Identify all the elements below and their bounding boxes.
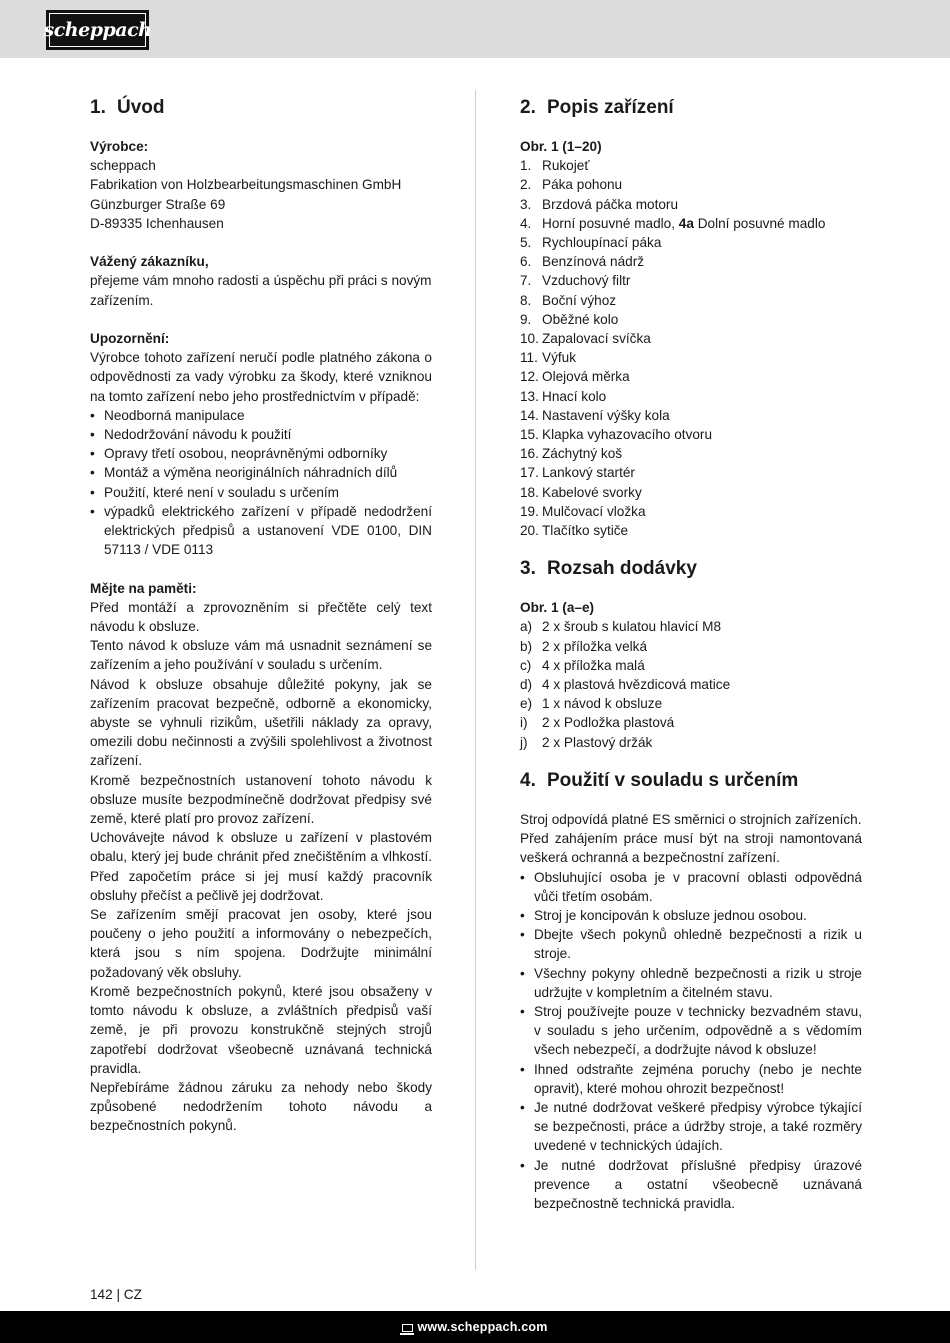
footer-bar bbox=[0, 1311, 950, 1343]
paragraph: Před zahájením práce musí být na stroji namontovaná veškerá ochranná a bezpečnostní zařízení. bbox=[520, 831, 862, 866]
section-1-title: Úvod bbox=[117, 97, 165, 118]
list-item: 9. Oběžné kolo bbox=[520, 311, 619, 327]
list-item: • Stroj používejte pouze v technicky bezvadném stavu, v souladu s jeho určením, odpovědně a s vědomím všech nebezpečí, a dodržujte návod k obsluze! bbox=[520, 1002, 862, 1060]
right-column bbox=[520, 96, 862, 1213]
figure-label: Obr. 1 (1–20) bbox=[520, 139, 602, 154]
header-bar bbox=[0, 0, 950, 58]
list-item: 18. Kabelové svorky bbox=[520, 484, 642, 500]
section-3-heading bbox=[520, 557, 862, 581]
paragraph: Tento návod k obsluze vám má usnadnit seznámení se zařízením a jeho používání v souladu s určením. bbox=[90, 638, 432, 673]
list-item: 2. Páka pohonu bbox=[520, 177, 623, 193]
customer-text: přejeme vám mnoho radosti a úspěchu při práci s novým zařízením. bbox=[90, 273, 432, 308]
paragraph: Návod k obsluze obsahuje důležité pokyny, jak se zařízením pracovat bezpečně, odborně a ekonomicky, abyste se vyhnuli rizikům, ušetřili náklady za opravy, omezili dobu nečinnosti a zvýšili spolehlivost a životnost zařízení. bbox=[90, 676, 432, 769]
manufacturer-line: Fabrikation von Holzbearbeitungsmaschinen GmbH bbox=[90, 177, 402, 193]
section-2-number: 2. bbox=[520, 97, 536, 118]
list-item: • Opravy třetí osobou, neoprávněnými odborníky bbox=[90, 444, 432, 463]
scheppach-logo bbox=[43, 10, 152, 50]
section-3-number: 3. bbox=[520, 558, 536, 580]
list-item: 11. Výfuk bbox=[520, 350, 576, 366]
left-column bbox=[90, 96, 432, 1136]
manufacturer-line: D-89335 Ichenhausen bbox=[90, 215, 224, 231]
logo-text: scheppach bbox=[43, 19, 152, 41]
manufacturer-line: scheppach bbox=[90, 158, 156, 174]
computer-icon bbox=[402, 1324, 413, 1332]
page-number: 142 | CZ bbox=[90, 1287, 142, 1302]
customer-label: Vážený zákazníku, bbox=[90, 254, 209, 270]
list-item: 4. Horní posuvné madlo, 4a Dolní posuvné madlo bbox=[520, 215, 826, 231]
list-item: • Obsluhující osoba je v pracovní oblasti odpovědná vůči třetím osobám. bbox=[520, 868, 862, 906]
list-item: c) 4 x příložka malá bbox=[520, 657, 645, 673]
website-text: www.scheppach.com bbox=[417, 1320, 548, 1334]
list-item: 14. Nastavení výšky kola bbox=[520, 407, 670, 423]
list-item: • Dbejte všech pokynů ohledně bezpečnosti a rizik u stroje. bbox=[520, 925, 862, 963]
paragraph: Se zařízením smějí pracovat jen osoby, které jsou poučeny o jeho použití a informovány o nebezpečích, která jsou s ním spojena. Dodržujte minimální požadovaný věk obsluhy. bbox=[90, 907, 432, 980]
list-item: • Neodborná manipulace bbox=[90, 406, 432, 425]
section-1-heading bbox=[90, 96, 432, 120]
paragraph: Kromě bezpečnostních ustanovení tohoto návodu k obsluze musíte bezpodmínečně dodržovat předpisy své země, které platí pro provoz zařízení. bbox=[90, 772, 432, 827]
column-divider bbox=[475, 90, 476, 1270]
list-item: 8. Boční výhoz bbox=[520, 292, 617, 308]
list-item: 12. Olejová měrka bbox=[520, 369, 630, 385]
list-item: • Všechny pokyny ohledně bezpečnosti a rizik u stroje udržujte v kompletním a čitelném stavu. bbox=[520, 964, 862, 1002]
list-item: e) 1 x návod k obsluze bbox=[520, 696, 663, 712]
list-item: 1. Rukojeť bbox=[520, 158, 590, 174]
paragraph: Nepřebíráme žádnou záruku za nehody nebo škody způsobené nedodržením tohoto návodu a bezpečnostních pokynů. bbox=[90, 1079, 432, 1134]
paragraph: Stroj odpovídá platné ES směrnici o strojních zařízeních. bbox=[520, 811, 862, 827]
manufacturer-line: Günzburger Straße 69 bbox=[90, 196, 226, 212]
section-2-title: Popis zařízení bbox=[547, 97, 674, 118]
list-item: j) 2 x Plastový držák bbox=[520, 734, 653, 750]
list-item: • Ihned odstraňte zejména poruchy (nebo je nechte opravit), které mohou ohrozit bezpečnost! bbox=[520, 1060, 862, 1098]
paragraph: Před montáží a zprovozněním si přečtěte celý text návodu k obsluze. bbox=[90, 599, 432, 635]
section-2-heading bbox=[520, 96, 862, 120]
list-item: 20. Tlačítko sytiče bbox=[520, 523, 629, 539]
list-item: 16. Záchytný koš bbox=[520, 446, 623, 462]
paragraph: Uchovávejte návod k obsluze u zařízení v plastovém obalu, který jej bude chránit před znečištěním a vlhkostí. Před započetím práce si jej musí každý pracovník obsluhy přečíst a pečlivě jej dodržovat. bbox=[90, 830, 432, 903]
section-4-number: 4. bbox=[520, 769, 536, 791]
list-item: • Použití, které není v souladu s určením bbox=[90, 483, 432, 502]
list-item: d) 4 x plastová hvězdicová matice bbox=[520, 677, 731, 693]
list-item: 6. Benzínová nádrž bbox=[520, 254, 645, 270]
list-item: • výpadků elektrického zařízení v případě nedodržení elektrických předpisů a ustanovení VDE 0100, DIN 57113 / VDE 0113 bbox=[90, 502, 432, 560]
list-item: • Nedodržování návodu k použití bbox=[90, 425, 432, 444]
section-4-title: Použití v souladu s určením bbox=[547, 769, 799, 791]
list-item: 7. Vzduchový filtr bbox=[520, 273, 631, 289]
paragraph: Kromě bezpečnostních pokynů, které jsou obsaženy v tomto návodu k obsluze, a zvláštních předpisů vaší země, je při provozu konstrukčně stejných strojů zapotřebí dodržovat všeobecně uznávaná technická pravidla. bbox=[90, 983, 432, 1076]
list-item: 17. Lankový startér bbox=[520, 465, 635, 481]
list-item: 15. Klapka vyhazovacího otvoru bbox=[520, 427, 713, 443]
list-item: b) 2 x příložka velká bbox=[520, 638, 648, 654]
figure-label: Obr. 1 (a–e) bbox=[520, 600, 595, 616]
list-item: a) 2 x šroub s kulatou hlavicí M8 bbox=[520, 619, 722, 635]
list-item: • Stroj je koncipován k obsluze jednou osobou. bbox=[520, 906, 862, 925]
list-item: • Je nutné dodržovat veškeré předpisy výrobce týkající se bezpečnosti, práce a údržby stroje, a také rozměry uvedené v technických údajích. bbox=[520, 1098, 862, 1156]
list-item: • Je nutné dodržovat příslušné předpisy úrazové prevence a ostatní všeobecně uznávaná bezpečnostně technická pravidla. bbox=[520, 1156, 862, 1214]
list-item: i) 2 x Podložka plastová bbox=[520, 715, 675, 731]
parts-list bbox=[520, 156, 862, 540]
notice-text: Výrobce tohoto zařízení neručí podle platného zákona o odpovědnosti za vady výrobku za škody, které vzniknou na tomto zařízení nebo jeho prostřednictvím v případě: bbox=[90, 350, 432, 404]
website-link[interactable] bbox=[402, 1320, 547, 1334]
list-item: 13. Hnací kolo bbox=[520, 388, 607, 404]
list-item: 3. Brzdová páčka motoru bbox=[520, 196, 679, 212]
list-item: 10. Zapalovací svíčka bbox=[520, 331, 651, 347]
section-1-number: 1. bbox=[90, 97, 106, 118]
list-item: 5. Rychloupínací páka bbox=[520, 235, 662, 251]
usage-list bbox=[520, 868, 862, 1214]
delivery-list bbox=[520, 617, 862, 751]
notice-label: Upozornění: bbox=[90, 331, 170, 346]
section-4-heading bbox=[520, 769, 862, 793]
section-3-title: Rozsah dodávky bbox=[547, 558, 697, 580]
notice-list bbox=[90, 406, 432, 560]
remember-label: Mějte na paměti: bbox=[90, 580, 197, 596]
list-item: 19. Mulčovací vložka bbox=[520, 503, 646, 519]
manufacturer-label: Výrobce: bbox=[90, 139, 149, 154]
list-item: • Montáž a výměna neoriginálních náhradních dílů bbox=[90, 463, 432, 482]
